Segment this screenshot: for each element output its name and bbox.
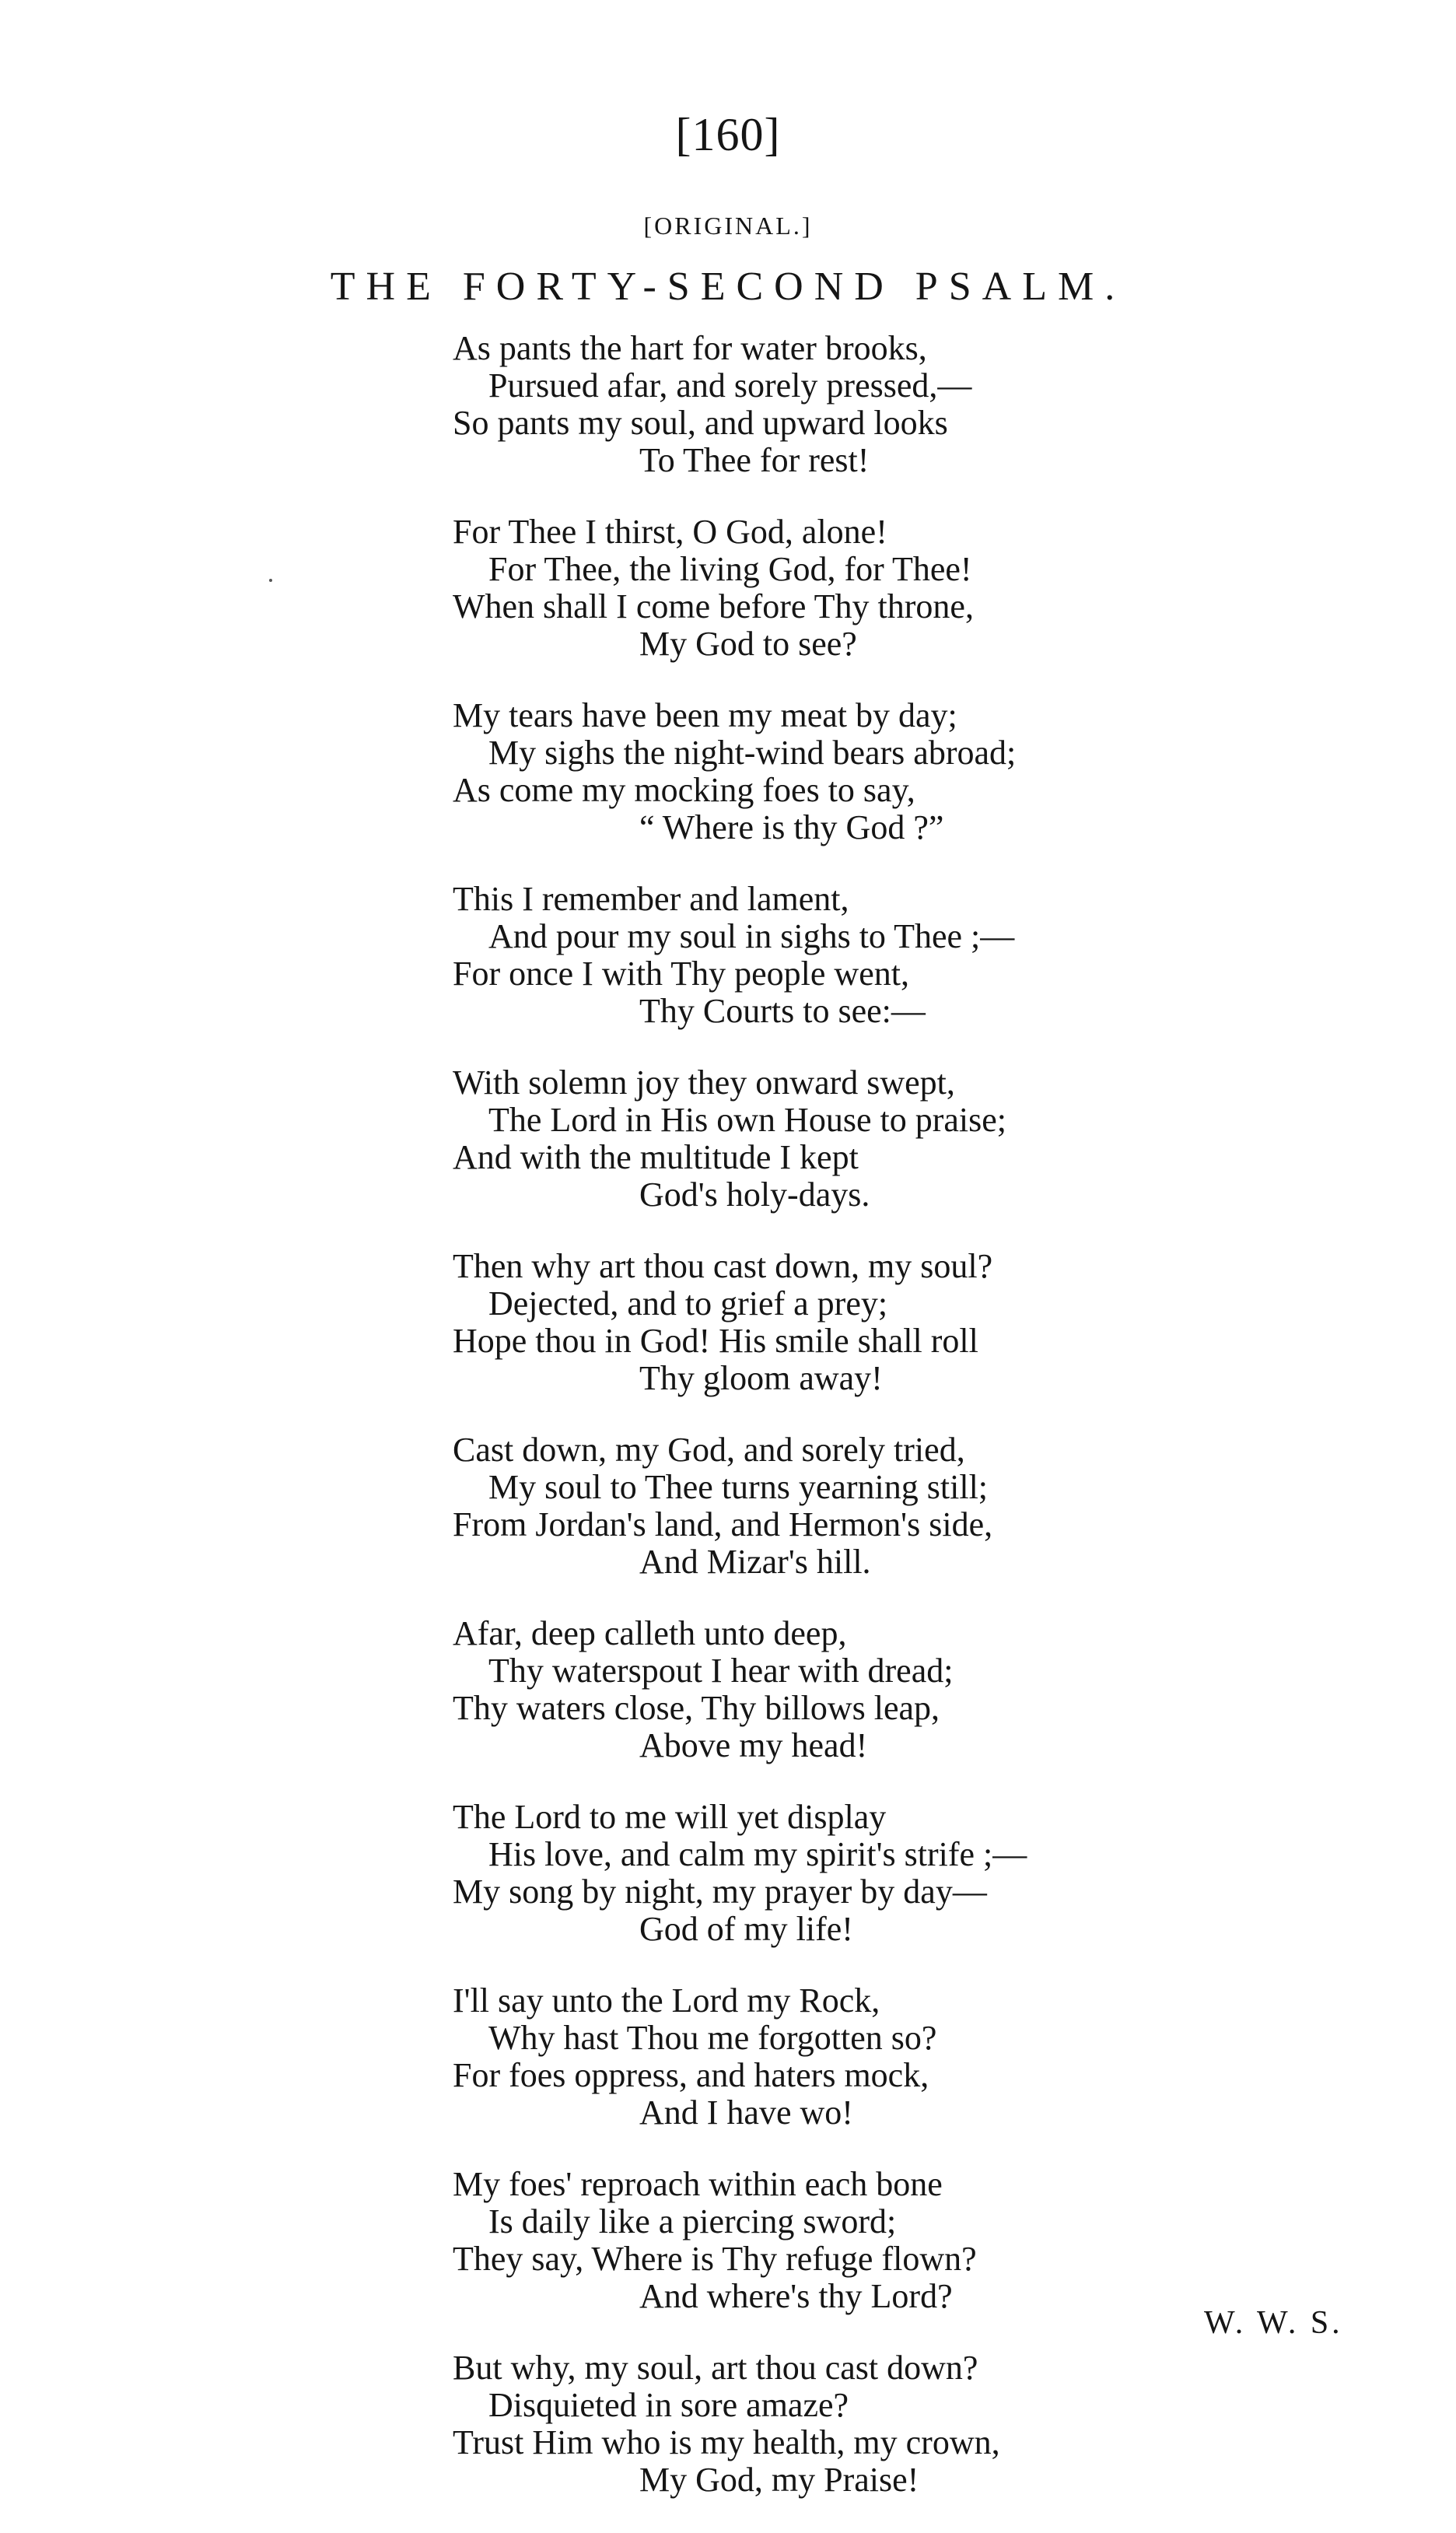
poem-line: As come my mocking foes to say,	[453, 771, 915, 809]
poem-line: My sighs the night-wind bears abroad;	[488, 734, 1017, 772]
poem-line: I'll say unto the Lord my Rock,	[453, 1981, 880, 2020]
poem-line: Then why art thou cast down, my soul?	[453, 1247, 993, 1285]
stanza	[453, 1431, 1230, 1615]
poem-line: Above my head!	[639, 1726, 868, 1764]
poem-line: “ Where is thy God ?”	[639, 808, 944, 846]
poem-line: And where's thy Lord?	[639, 2277, 953, 2315]
poem-line: Thy Courts to see:—	[639, 992, 926, 1030]
poem-line: They say, Where is Thy refuge flown?	[453, 2240, 977, 2278]
poem-line: Thy waters close, Thy billows leap,	[453, 1689, 940, 1727]
poem-line: And pour my soul in sighs to Thee ;—	[488, 917, 1015, 955]
page-number: [160]	[675, 109, 781, 160]
poem-line: As pants the hart for water brooks,	[453, 329, 927, 367]
poem-line: For Thee, the living God, for Thee!	[488, 550, 972, 588]
poem-line: Cast down, my God, and sorely tried,	[453, 1431, 965, 1469]
stanza	[453, 1248, 1230, 1431]
stanza	[453, 1064, 1230, 1248]
poem-line: When shall I come before Thy throne,	[453, 587, 974, 625]
poem-line: Disquieted in sore amaze?	[488, 2386, 849, 2424]
poem-line: My God, my Praise!	[639, 2461, 919, 2499]
poem-line: For once I with Thy people went,	[453, 955, 909, 993]
poem-line: For Thee I thirst, O God, alone!	[453, 513, 887, 551]
stanza	[453, 2166, 1230, 2349]
stanza	[453, 1982, 1230, 2166]
stanza	[453, 1615, 1230, 1799]
poem-line: This I remember and lament,	[453, 880, 849, 918]
poem-line: And I have wo!	[639, 2093, 853, 2132]
poem-line: And with the multitude I kept	[453, 1138, 859, 1176]
poem-line: The Lord to me will yet display	[453, 1798, 887, 1836]
poem-line: My soul to Thee turns yearning still;	[488, 1468, 989, 1506]
poem-line: God's holy-days.	[639, 1175, 870, 1214]
poem-line: For foes oppress, and haters mock,	[453, 2056, 929, 2094]
poem-line: My song by night, my prayer by day—	[453, 1873, 987, 1911]
poem-line: Is daily like a piercing sword;	[488, 2202, 897, 2240]
stanza	[453, 330, 1230, 513]
poem-line: With solemn joy they onward swept,	[453, 1063, 955, 1102]
poem-line: From Jordan's land, and Hermon's side,	[453, 1505, 993, 1543]
poem-line: His love, and calm my spirit's strife ;—	[488, 1835, 1027, 1873]
poem-line: Pursued afar, and sorely pressed,—	[488, 366, 972, 405]
poem-line: And Mizar's hill.	[639, 1543, 871, 1581]
poem-body	[453, 330, 1230, 2533]
poem-line: My foes' reproach within each bone	[453, 2165, 943, 2203]
poem-line: Trust Him who is my health, my crown,	[453, 2423, 1000, 2461]
poem-line: My God to see?	[639, 625, 857, 663]
poem-line: Hope thou in God! His smile shall roll	[453, 1322, 978, 1360]
poem-line: To Thee for rest!	[639, 441, 870, 479]
stanza	[453, 1799, 1230, 1982]
poem-line: Why hast Thou me forgotten so?	[488, 2019, 937, 2057]
stanza	[453, 697, 1230, 881]
poem-title: THE FORTY-SECOND PSALM.	[330, 265, 1126, 309]
poem-line: The Lord in His own House to praise;	[488, 1101, 1006, 1139]
poem-line: Thy waterspout I hear with dread;	[488, 1652, 954, 1690]
poem-line: Thy gloom away!	[639, 1359, 883, 1397]
author-signature: W. W. S.	[1204, 2305, 1343, 2341]
poem-line: Afar, deep calleth unto deep,	[453, 1614, 847, 1652]
poem-line: So pants my soul, and upward looks	[453, 404, 948, 442]
stanza	[453, 2349, 1230, 2533]
poem-line: My tears have been my meat by day;	[453, 696, 957, 734]
ink-speck	[269, 579, 272, 582]
source-note: [ORIGINAL.]	[643, 212, 813, 240]
poem-line: Dejected, and to grief a prey;	[488, 1284, 888, 1323]
poem-line: But why, my soul, art thou cast down?	[453, 2349, 978, 2387]
poem-line: God of my life!	[639, 1910, 853, 1948]
stanza	[453, 513, 1230, 697]
stanza	[453, 881, 1230, 1064]
